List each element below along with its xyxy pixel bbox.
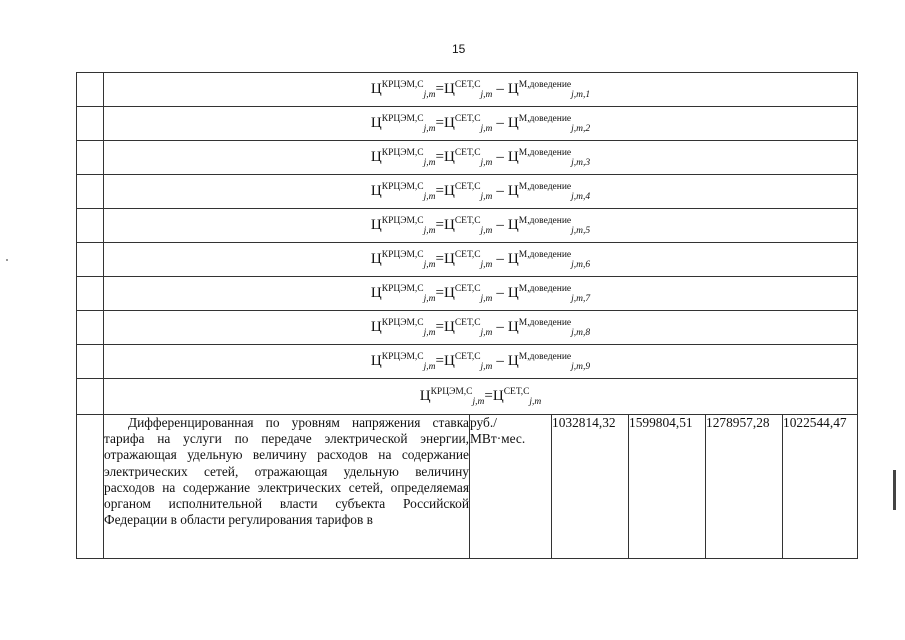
formula-index: 2 [585,123,591,134]
left-col-cell [77,175,104,209]
left-col-cell [77,345,104,379]
formula-rows [77,73,858,379]
formula-cell [104,243,858,277]
value-cell-3: 1278957,28 [706,415,783,559]
formula: $Ц^{КРЦЭМ,С}_{j,m}=Ц^{СЕТ,С}_{j,m} - Ц^{М,доведение}_{j,m,6}$ [370,249,591,270]
unit-line-1: руб./ [470,415,497,430]
formula-row [77,345,858,379]
formula-row [77,175,858,209]
formula-row-final [77,379,858,415]
left-col-cell [77,243,104,277]
formula-index: 4 [585,191,591,202]
left-col-cell [77,107,104,141]
formula-row [77,277,858,311]
formula: $Ц^{КРЦЭМ,С}_{j,m}=Ц^{СЕТ,С}_{j,m} - Ц^{М,доведение}_{j,m,1}$ [370,79,591,100]
scan-artifact-bar [893,470,896,510]
formula-cell [104,141,858,175]
unit-line-2: МВт·мес. [470,431,526,446]
value-cell-1: 1032814,32 [552,415,629,559]
formula-row [77,141,858,175]
left-col-cell [77,141,104,175]
formula: $Ц^{КРЦЭМ,С}_{j,m}=Ц^{СЕТ,С}_{j,m} - Ц^{М,доведение}_{j,m,9}$ [370,351,591,372]
formula-index: 5 [585,225,591,236]
formula-cell [104,277,858,311]
left-col-cell [77,415,104,559]
formula-row [77,73,858,107]
formula: $Ц^{КРЦЭМ,С}_{j,m}=Ц^{СЕТ,С}_{j,m} - Ц^{М,доведение}_{j,m,4}$ [370,181,591,202]
formula-index: 1 [585,89,591,100]
formula-index: 6 [585,259,591,270]
left-col-cell [77,277,104,311]
formula-row [77,107,858,141]
description-cell [104,415,470,559]
formula: $Ц^{КРЦЭМ,С}_{j,m}=Ц^{СЕТ,С}_{j,m} - Ц^{М,доведение}_{j,m,2}$ [370,113,591,134]
formula-cell [104,345,858,379]
formula-cell [104,379,858,415]
formula-row [77,243,858,277]
scan-artifact-dot [6,259,8,261]
formula: $Ц^{КРЦЭМ,С}_{j,m}=Ц^{СЕТ,С}_{j,m} - Ц^{М,доведение}_{j,m,5}$ [370,215,591,236]
left-col-cell [77,379,104,415]
formula: $Ц^{КРЦЭМ,С}_{j,m}=Ц^{СЕТ,С}_{j,m} - Ц^{М,доведение}_{j,m,7}$ [370,283,591,304]
value-cell-2: 1599804,51 [629,415,706,559]
tariff-row [77,415,858,559]
formula-index: 8 [585,327,591,338]
formula-row [77,311,858,345]
unit-cell [470,415,552,559]
formula-cell [104,107,858,141]
description-text: Дифференцированная по уровням напряжения ставка тарифа на услуги по передаче электрической энергии, отражающая удельную величину расходов на содержание электрических сетей, отражающая удельную величину расходов на содержание электрических сетей, определяемая органом исполнительной власти субъекта Российской Федерации в области регулирования тарифов в [104,415,469,528]
page-number: 15 [452,42,466,56]
formula-cell [104,175,858,209]
formula-index: 7 [585,293,591,304]
formula-index: 9 [585,361,591,372]
formula-cell [104,311,858,345]
formula: $Ц^{КРЦЭМ,С}_{j,m}=Ц^{СЕТ,С}_{j,m}$ [419,386,542,407]
formula-cell [104,73,858,107]
formula-cell [104,209,858,243]
left-col-cell [77,311,104,345]
left-col-cell [77,209,104,243]
formula: $Ц^{КРЦЭМ,С}_{j,m}=Ц^{СЕТ,С}_{j,m} - Ц^{М,доведение}_{j,m,3}$ [370,147,591,168]
formula-index: 3 [585,157,591,168]
formula: $Ц^{КРЦЭМ,С}_{j,m}=Ц^{СЕТ,С}_{j,m} - Ц^{М,доведение}_{j,m,8}$ [370,317,591,338]
formula-row [77,209,858,243]
tariff-table [76,72,858,559]
left-col-cell [77,73,104,107]
value-cell-4: 1022544,47 [783,415,858,559]
